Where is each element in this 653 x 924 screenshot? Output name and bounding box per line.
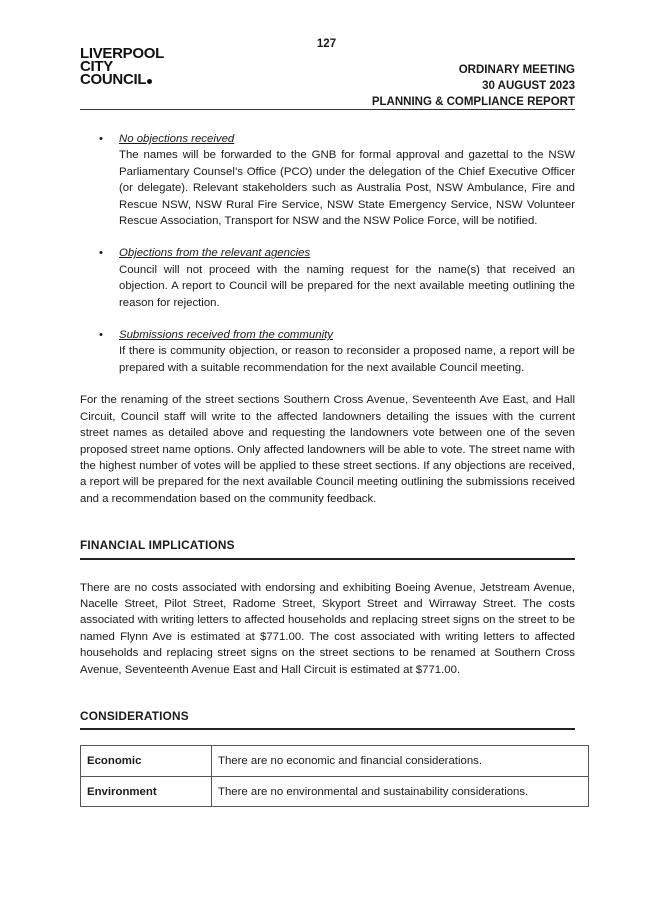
bullet-icon: • [99,133,103,145]
meeting-title: ORDINARY MEETING [458,64,575,76]
table-cell-text: There are no environmental and sustainability considerations. [212,776,589,806]
bullet-icon: • [99,247,103,260]
logo-line: LIVERPOOL [80,45,164,62]
logo-line-last [80,73,164,86]
financial-implications-heading: FINANCIAL IMPLICATIONS [80,537,575,559]
logo-line: COUNCIL [80,71,147,88]
bullet-heading: No objections received [119,133,235,145]
considerations-table [80,745,589,807]
meeting-date: 30 AUGUST 2023 [482,80,575,92]
liverpool-city-council-logo [80,47,164,86]
bullet-text: If there is community objection, or reason to reconsider a proposed name, a report will be prepared with a suitable recommendation for the next available Council meeting. [119,345,575,374]
table-row [81,776,589,806]
bullet-text: Council will not proceed with the naming request for the name(s) that received an objection. A report to Council will be prepared for the next available meeting outlining the reason for rejection. [119,263,575,309]
header-divider [80,109,575,110]
table-row [81,746,589,776]
outcomes-list [80,131,575,376]
list-item [80,131,575,229]
report-body [80,131,575,807]
page-number: 127 [316,38,337,50]
logo-dot-icon [147,79,152,84]
logo-line: CITY [80,58,113,75]
list-item [80,245,575,311]
table-cell-text: There are no economic and financial considerations. [212,746,589,776]
meeting-header [372,62,575,110]
considerations-heading: CONSIDERATIONS [80,708,575,730]
table-cell-label: Economic [81,746,212,776]
bullet-icon: • [99,329,103,342]
renaming-paragraph: For the renaming of the street sections Southern Cross Avenue, Seventeenth Ave East, and Hall Circuit, Council staff will write to the affected landowners detailing the issues with the current street names as detailed above and requesting the landowners vote between one of the seven proposed street name options. Only affected landowners will be able to vote. The street name with the highest number of votes will be applied to these street sections. If any objections are received, a report will be prepared for the next available Council meeting outlining the submissions received and a recommendation based on the community feedback. [80,394,575,505]
bullet-heading: Submissions received from the community [119,329,333,342]
table-cell-label: Environment [81,776,212,806]
financial-implications-text: There are no costs associated with endorsing and exhibiting Boeing Avenue, Jetstream Avenue, Nacelle Street, Pilot Street, Radome Street, Skyport Street and Wirraway Street. The costs associated with writing letters to affected households and replacing street signs on the street to be named Flynn Ave is estimated at $771.00. The cost associated with writing letters to affected households and replacing street signs on the street sections to be renamed at Southern Cross Avenue, Seventeenth Avenue East and Hall Circuit is estimated at $771.00. [80,581,575,676]
bullet-heading: Objections from the relevant agencies [119,247,311,260]
list-item [80,327,575,376]
bullet-text: The names will be forwarded to the GNB for formal approval and gazettal to the NSW Parliamentary Counsel’s Office (PCO) under the delegation of the Chief Executive Officer (or delegate). Relevant stakeholders such as Australia Post, NSW Ambulance, Fire and Rescue NSW, NSW Rural Fire Service, NSW State Emergency Service, NSW Volunteer Rescue Association, Transport for NSW and the NSW Police Force, will be notified. [119,149,575,228]
report-title: PLANNING & COMPLIANCE REPORT [371,96,575,108]
